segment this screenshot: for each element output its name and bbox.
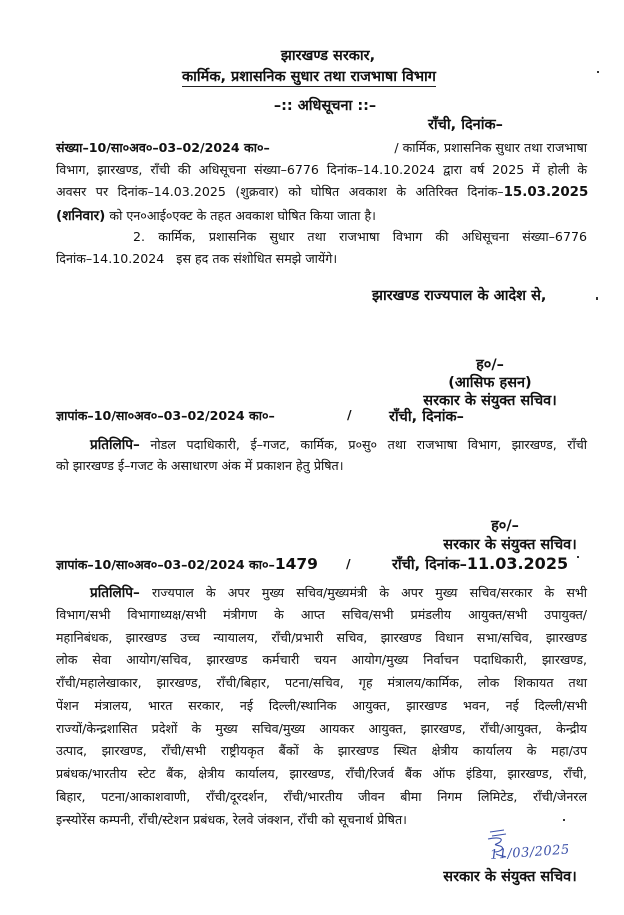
government-heading: झारखण्ड सरकार, xyxy=(280,48,376,64)
memo-2-copy-text: राज्यपाल के अपर मुख्य सचिव/मुख्यमंत्री के अपर मुख्य सचिव/सरकार के सभी xyxy=(151,585,587,600)
scan-speck xyxy=(596,297,598,300)
memo-2-copy-line: इन्स्योरेंस कम्पनी, राँची/स्टेशन प्रबंधक, रेलवे जंक्शन, राँची को सूचनार्थ प्रेषित। xyxy=(56,812,407,827)
notification-line-4 xyxy=(56,205,376,224)
department-heading xyxy=(182,66,436,86)
para2-line-1: 2. कार्मिक, प्रशासनिक सुधार तथा राजभाषा विभाग की अधिसूचना संख्या–6776 xyxy=(133,229,587,244)
memo-2-reference: ज्ञापांक–10/सा०अव०–03–02/2024 का०– xyxy=(56,557,275,572)
signed-mark-1: ह०/– xyxy=(476,357,504,373)
memo-2-copy-line: उत्पाद, झारखण्ड, राँची/सभी राष्ट्रीयकृत बैंकों के झारखण्ड स्थित क्षेत्रीय कार्यालय के महा/उप xyxy=(56,743,587,758)
handwritten-date: 11/03/2025 xyxy=(489,842,571,863)
signatory-designation-3: सरकार के संयुक्त सचिव। xyxy=(443,869,577,885)
memo-2-date: 11.03.2025 xyxy=(466,554,569,573)
memo-2-place-date: राँची, दिनांक– xyxy=(392,557,467,573)
notice-title: –:: अधिसूचना ::– xyxy=(273,98,377,114)
memo-2-copy-line-1 xyxy=(90,584,587,602)
scan-speck xyxy=(597,71,599,73)
notification-line-1-text: / कार्मिक, प्रशासनिक सुधार तथा राजभाषा xyxy=(394,140,587,155)
memo-2-copy-label: प्रतिलिपि– xyxy=(90,585,140,601)
notification-line-4-text: को एन०आई०एक्ट के तहत अवकाश घोषित किया जाता है। xyxy=(109,208,376,223)
memo-2-copy-line: प्रबंधक/भारतीय स्टेट बैंक, क्षेत्रीय कार्यालय, झारखण्ड, राँची/रिजर्व बैंक ऑफ इंडिया, झारखण्ड, राँची, xyxy=(56,766,587,781)
signatory-designation-2: सरकार के संयुक्त सचिव। xyxy=(443,537,577,553)
place-date-header: राँची, दिनांक– xyxy=(428,117,503,133)
holiday-day: (शनिवार) xyxy=(56,208,106,224)
notification-reference: संख्या–10/सा०अव०–03–02/2024 का०– xyxy=(56,140,270,155)
memo-1-slash: / xyxy=(347,407,352,422)
memo-2-copy-line: राँची/महालेखाकार, झारखण्ड, राँची/बिहार, पटना/सचिव, गृह मंत्रालय/कार्मिक, लोक शिकायत तथा xyxy=(56,675,587,690)
memo-2-copy-line: पेंशन मंत्रालय, भारत सरकार, नई दिल्ली/स्थानिक आयुक्त, झारखण्ड भवन, नई दिल्ली/सभी xyxy=(56,698,587,713)
department-heading-text: कार्मिक, प्रशासनिक सुधार तथा राजभाषा विभाग xyxy=(182,69,436,85)
memo-1-copy-text: नोडल पदाधिकारी, ई–गजट, कार्मिक, प्र०सु० तथा राजभाषा विभाग, झारखण्ड, राँची xyxy=(150,437,587,452)
scan-speck xyxy=(563,819,565,821)
memo-1-place-date: राँची, दिनांक– xyxy=(389,409,464,425)
memo-2-copy-line: महानिबंधक, झारखण्ड उच्च न्यायालय, राँची/प्रभारी सचिव, झारखण्ड विधान सभा/सचिव, झारखण्ड xyxy=(56,630,587,645)
notification-line-3-text: अवसर पर दिनांक–14.03.2025 (शुक्रवार) को घोषित अवकाश के अतिरिक्त दिनांक– xyxy=(56,184,504,199)
signed-mark-2: ह०/– xyxy=(491,518,519,534)
holiday-date: 15.03.2025 xyxy=(503,185,589,200)
memo-2-slash: / xyxy=(346,556,351,571)
signatory-name: (आसिफ हसन) xyxy=(448,375,532,391)
memo-2-reference-line xyxy=(56,555,318,573)
memo-2-copy-line: राज्यों/केन्द्रशासित प्रदेशों के मुख्य सचिव/मुख्य आयकर आयुक्त, झारखण्ड, राँची/आयुक्त, केन्द्रीय xyxy=(56,721,587,736)
memo-1-copy-line-2: को झारखण्ड ई–गजट के असाधारण अंक में प्रकाशन हेतु प्रेषित। xyxy=(56,458,344,473)
memo-1-copy-line-1 xyxy=(90,436,587,454)
memo-2-copy-line: लोक सेवा आयोग/सचिव, झारखण्ड कर्मचारी चयन आयोग/मुख्य निर्वाचन पदाधिकारी, झारखण्ड, xyxy=(56,652,587,667)
by-order-of-governor: झारखण्ड राज्यपाल के आदेश से, xyxy=(372,288,547,304)
memo-2-number: 1479 xyxy=(274,555,318,573)
scan-speck xyxy=(577,556,579,558)
memo-2-copy-line: विभाग/सभी विभागाध्यक्ष/सभी मंत्रीगण के आप्त सचिव/सभी प्रमंडलीय आयुक्त/सभी उपायुक्त/ xyxy=(56,607,587,622)
memo-2-place-date-line xyxy=(392,554,568,574)
memo-2-copy-line: बिहार, पटना/आकाशवाणी, राँची/दूरदर्शन, राँची/भारतीय जीवन बीमा निगम लिमिटेड, राँची/जेनरल xyxy=(56,789,587,804)
notification-line-1 xyxy=(56,139,587,156)
memo-1-reference: ज्ञापांक–10/सा०अव०–03–02/2024 का०– xyxy=(56,408,275,423)
para2-line-2: दिनांक–14.10.2024 इस हद तक संशोधित समझे जायेंगे। xyxy=(56,251,338,266)
signatory-designation-1: सरकार के संयुक्त सचिव। xyxy=(423,393,557,409)
memo-1-copy-label: प्रतिलिपि– xyxy=(90,437,140,453)
notification-line-3 xyxy=(56,183,587,200)
notification-line-2: विभाग, झारखण्ड, राँची की अधिसूचना संख्या–6776 दिनांक–14.10.2024 द्वारा वर्ष 2025 में होली के xyxy=(56,162,587,177)
